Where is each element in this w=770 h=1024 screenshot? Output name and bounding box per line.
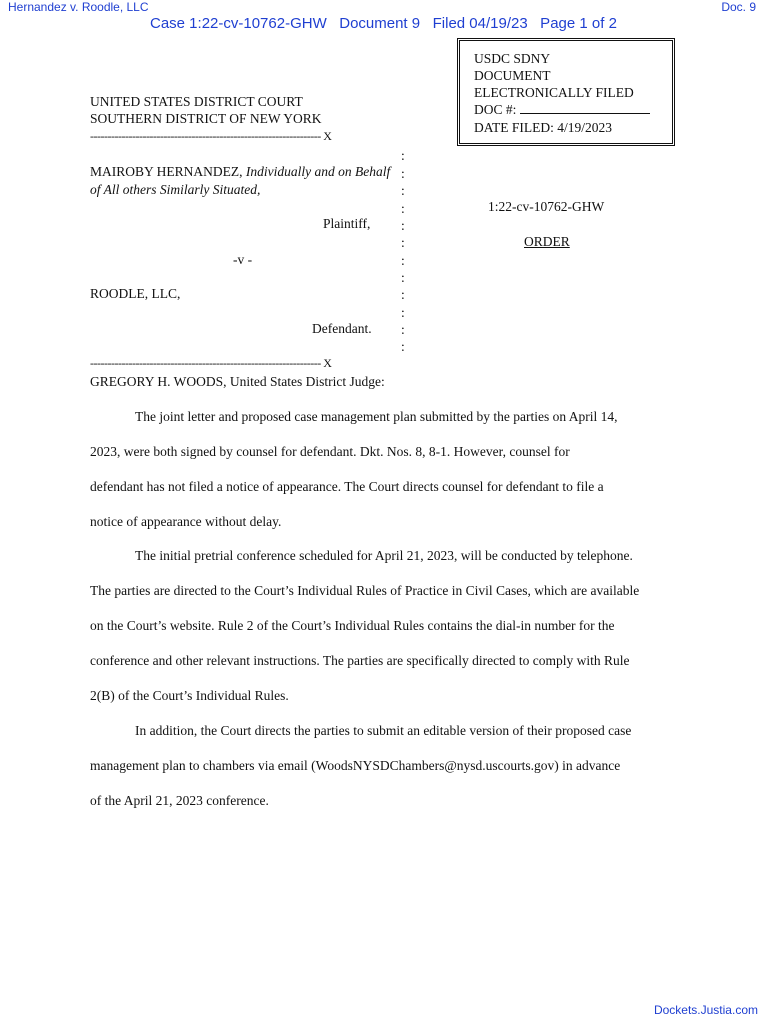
body-line: on the Court’s website. Rule 2 of the Court’s Individual Rules contains the dial-in number for the — [90, 618, 615, 633]
document-title: ORDER — [524, 234, 570, 249]
plaintiff-name-line — [90, 164, 390, 180]
stamp-docnum-label: DOC #: — [474, 102, 517, 117]
body-line: The initial pretrial conference scheduled for April 21, 2023, will be conducted by telephone. — [135, 548, 633, 563]
body-line: 2(B) of the Court’s Individual Rules. — [90, 688, 289, 703]
caption-bottom-divider: ------------------------------------------------------------------ X — [90, 356, 332, 370]
plaintiff-description-cont: of All others Similarly Situated, — [90, 182, 261, 197]
caption-colon: : — [401, 218, 405, 233]
body-line: management plan to chambers via email (WoodsNYSDChambers@nysd.uscourts.gov) in advance — [90, 758, 621, 773]
caption-colon: : — [401, 322, 405, 337]
caption-colon: : — [401, 201, 405, 216]
caption-colon: : — [401, 166, 405, 181]
body-line: The joint letter and proposed case management plan submitted by the parties on April 14, — [135, 409, 618, 424]
versus-label: -v - — [233, 252, 253, 267]
filing-stamp — [457, 38, 675, 146]
caption-colon: : — [401, 253, 405, 268]
stamp-line-document: DOCUMENT — [474, 68, 551, 83]
plaintiff-description: Individually and on Behalf — [245, 164, 391, 179]
caption-colon: : — [401, 339, 405, 354]
filing-header: Case 1:22-cv-10762-GHW Document 9 Filed 04/19/23 Page 1 of 2 — [150, 15, 617, 32]
body-line: The parties are directed to the Court’s Individual Rules of Practice in Civil Cases, which are available — [90, 583, 640, 598]
body-line: defendant has not filed a notice of appearance. The Court directs counsel for defendant to file a — [90, 479, 604, 494]
body-line: 2023, were both signed by counsel for defendant. Dkt. Nos. 8, 8-1. However, counsel for — [90, 444, 570, 459]
case-title-link[interactable]: Hernandez v. Roodle, LLC — [8, 0, 149, 14]
plaintiff-role: Plaintiff, — [323, 216, 371, 231]
caption-colon: : — [401, 183, 405, 198]
stamp-docnum-rule — [520, 102, 650, 114]
plaintiff-name: MAIROBY HERNANDEZ, — [90, 164, 243, 179]
doc-number-link[interactable]: Doc. 9 — [721, 0, 756, 14]
court-name-line1: UNITED STATES DISTRICT COURT — [90, 94, 303, 109]
case-number: 1:22-cv-10762-GHW — [488, 199, 605, 214]
caption-top-divider: ------------------------------------------------------------------ X — [90, 129, 332, 143]
defendant-name: ROODLE, LLC, — [90, 286, 181, 301]
stamp-line-date: DATE FILED: 4/19/2023 — [474, 120, 612, 135]
caption-colon: : — [401, 270, 405, 285]
judge-line: GREGORY H. WOODS, United States District Judge: — [90, 374, 385, 389]
body-line: conference and other relevant instructions. The parties are specifically directed to comply with Rule — [90, 653, 630, 668]
court-name-line2: SOUTHERN DISTRICT OF NEW YORK — [90, 111, 322, 126]
caption-colon: : — [401, 148, 405, 163]
caption-colon: : — [401, 235, 405, 250]
body-line: notice of appearance without delay. — [90, 514, 282, 529]
body-line: of the April 21, 2023 conference. — [90, 793, 269, 808]
caption-colon: : — [401, 305, 405, 320]
body-line: In addition, the Court directs the parties to submit an editable version of their proposed case — [135, 723, 632, 738]
stamp-line-court: USDC SDNY — [474, 51, 551, 66]
justia-footer-link[interactable]: Dockets.Justia.com — [653, 1003, 758, 1017]
caption-colon: : — [401, 287, 405, 302]
defendant-role: Defendant. — [312, 321, 372, 336]
stamp-line-docnum — [474, 102, 650, 118]
stamp-line-electronic: ELECTRONICALLY FILED — [474, 85, 634, 100]
